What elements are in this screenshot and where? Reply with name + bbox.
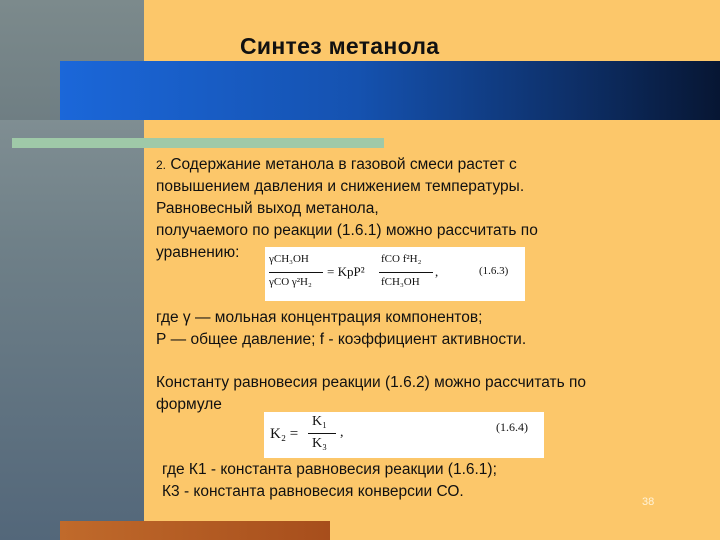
p4-line-1: где К1 - константа равновесия реакции (1.6.1);	[162, 461, 497, 478]
slide-title: Синтез метанола	[240, 33, 440, 59]
f1-rhs-fraction-bar	[379, 272, 433, 273]
p2-line-1: где γ — мольная концентрация компонентов;	[156, 309, 483, 326]
f1-equals-kp: = KpP²	[327, 264, 365, 279]
f1-lhs-fraction-bar	[269, 272, 323, 273]
page-number: 38	[642, 496, 655, 508]
f1-label: (1.6.3)	[479, 265, 509, 277]
p2-line-2: Р — общее давление; f - коэффициент активности.	[156, 331, 527, 348]
p3-line-2: формуле	[156, 396, 222, 413]
p1-line-4: получаемого по реакции (1.6.1) можно рассчитать по	[156, 222, 538, 239]
formula-1-6-3	[265, 247, 525, 301]
f1-lhs-numerator: γCH₃OH	[269, 253, 309, 265]
item-number: 2.	[156, 158, 167, 172]
f2-fraction-bar	[308, 433, 336, 434]
formula-1-6-4	[264, 412, 544, 458]
f1-rhs-denominator: fCH₃OH	[381, 276, 420, 288]
f2-lhs: K₂ =	[270, 426, 299, 442]
f1-lhs-denominator: γCO γ²H₂	[269, 276, 312, 288]
p4-line-2: К3 - константа равновесия конверсии СО.	[162, 483, 464, 500]
f2-numerator: K₁	[312, 414, 327, 429]
f2-comma: ,	[340, 425, 344, 440]
bottom-decor-bar	[60, 521, 330, 540]
p1-line-3: Равновесный выход метанола,	[156, 200, 379, 217]
paragraph-2	[156, 307, 626, 351]
p1-line-1: Содержание метанола в газовой смеси растет с	[170, 156, 517, 173]
accent-line	[12, 138, 384, 148]
paragraph-4	[162, 459, 602, 503]
p1-line-5: уравнению:	[156, 244, 240, 261]
f2-denominator: K₃	[312, 436, 327, 451]
f1-comma: ,	[435, 264, 439, 279]
f1-rhs-numerator: fCO f²H₂	[381, 253, 422, 265]
p1-line-2: повышением давления и снижением температуры.	[156, 178, 525, 195]
p3-line-1: Константу равновесия реакции (1.6.2) можно рассчитать по	[156, 374, 587, 391]
f2-label: (1.6.4)	[496, 420, 528, 434]
paragraph-3	[156, 372, 676, 416]
title-blue-band	[60, 61, 720, 120]
